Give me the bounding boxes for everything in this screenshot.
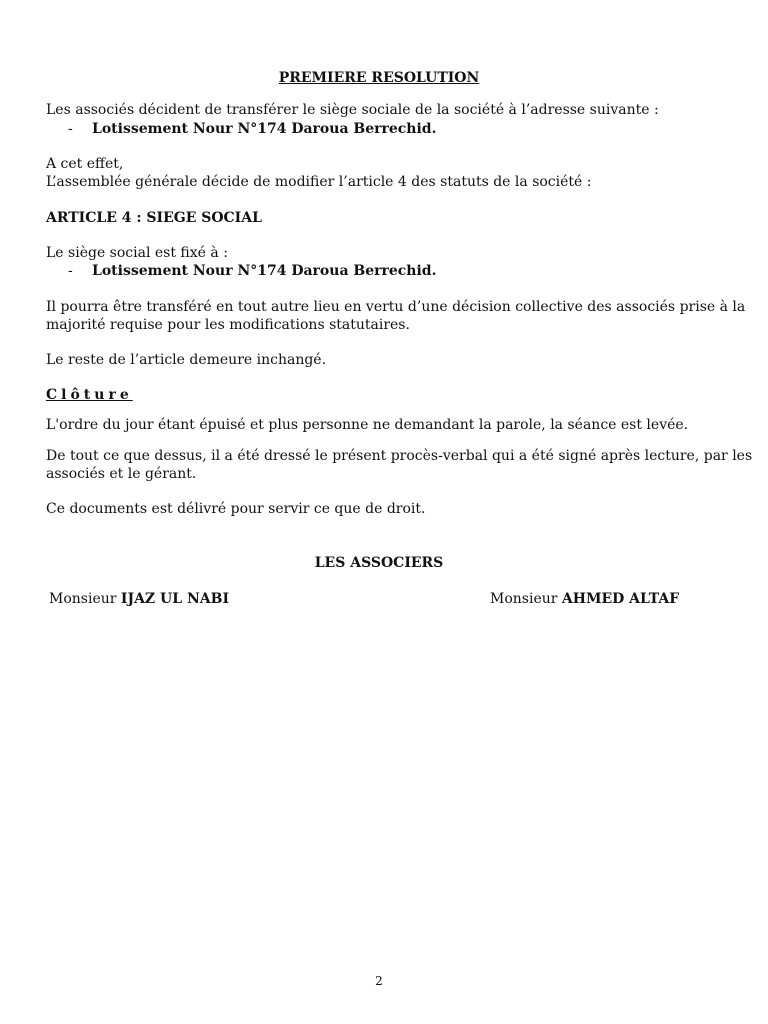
- closing-delivered: Ce documents est délivré pour servir ce que de droit.: [46, 501, 426, 517]
- article-transfer-line-1: Il pourra être transféré en tout autre lieu en vertu d’une décision collective des associés prise à la: [46, 299, 746, 315]
- signature-left: [49, 591, 229, 608]
- signature-left-title: Monsieur: [49, 591, 117, 607]
- signatures-heading: LES ASSOCIERS: [314, 555, 444, 571]
- page-number: 2: [375, 974, 383, 988]
- article-heading: ARTICLE 4 : SIEGE SOCIAL: [46, 210, 262, 226]
- article-fixed: Le siège social est fixé à :: [46, 245, 228, 261]
- resolution-address: Lotissement Nour N°174 Daroua Berrechid.: [92, 121, 437, 137]
- closing-minutes-line-2: associés et le gérant.: [46, 466, 197, 482]
- signature-left-name: IJAZ UL NABI: [120, 591, 229, 607]
- article-address: Lotissement Nour N°174 Daroua Berrechid.: [92, 263, 437, 279]
- signature-right-name: AHMED ALTAF: [561, 591, 680, 607]
- article-address-dash: -: [68, 263, 73, 279]
- closing-agenda: L'ordre du jour étant épuisé et plus personne ne demandant la parole, la séance est levée.: [46, 417, 689, 433]
- article-transfer-line-2: majorité requise pour les modifications statutaires.: [46, 317, 410, 333]
- resolution-title: PREMIERE RESOLUTION: [278, 70, 480, 86]
- article-rest: Le reste de l’article demeure inchangé.: [46, 352, 327, 368]
- signature-right-title: Monsieur: [490, 591, 558, 607]
- effect-line-2: L’assemblée générale décide de modifier l’article 4 des statuts de la société :: [46, 174, 592, 190]
- closing-minutes-line-1: De tout ce que dessus, il a été dressé le présent procès-verbal qui a été signé après lecture, par les: [46, 448, 753, 464]
- effect-line-1: A cet effet,: [46, 156, 124, 172]
- closing-heading: Clôture: [46, 387, 133, 403]
- signature-right: [490, 591, 679, 608]
- resolution-address-dash: -: [68, 121, 73, 137]
- resolution-intro: Les associés décident de transférer le siège sociale de la société à l’adresse suivante :: [46, 102, 659, 118]
